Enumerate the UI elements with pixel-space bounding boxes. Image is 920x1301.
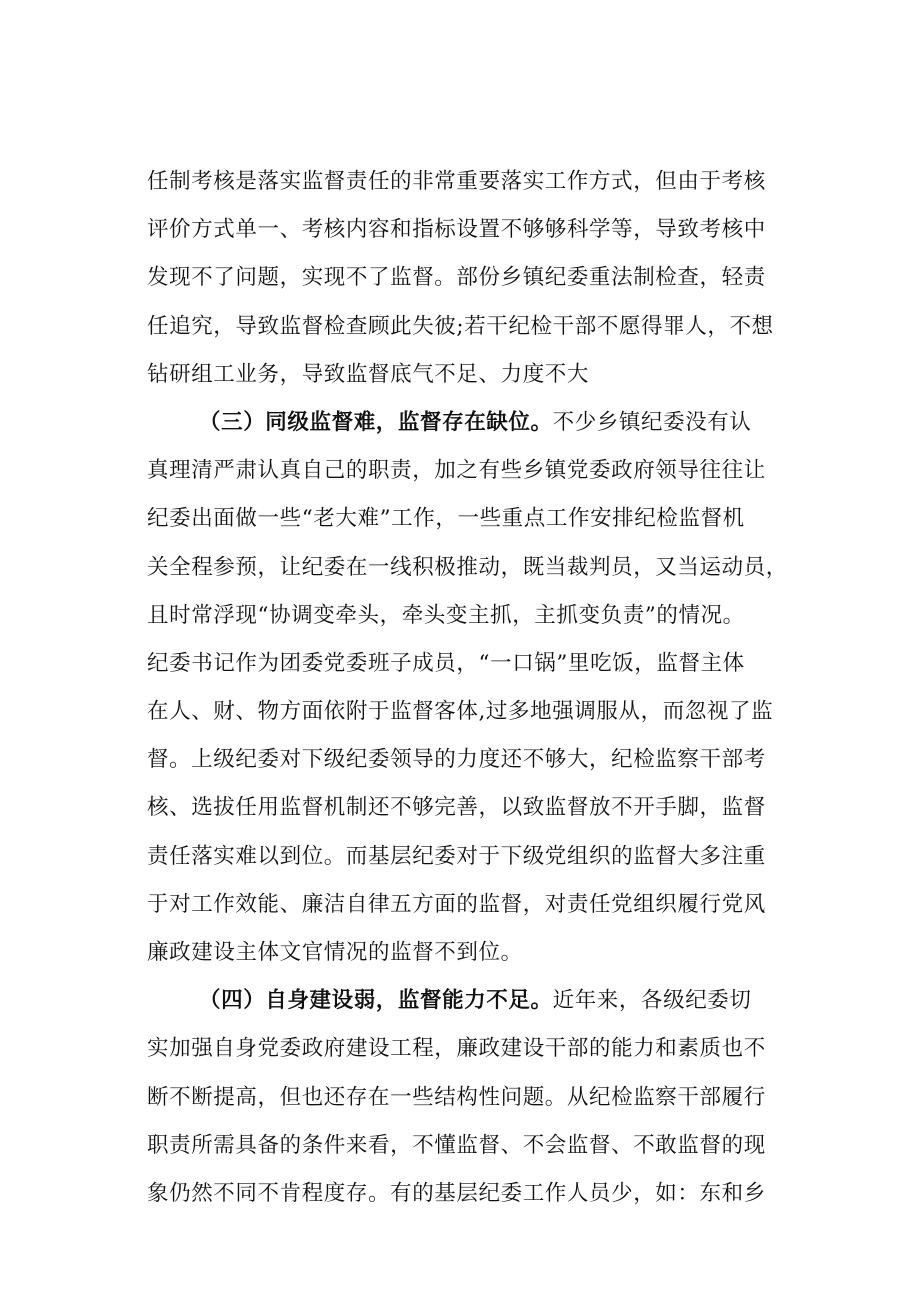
paragraph-section-4 xyxy=(147,977,827,1218)
text-line: 纪委出面做一些“老大难”工作，一些重点工作安排纪检监督机 xyxy=(147,506,745,532)
text-line: 断不断提高，但也还存在一些结构性问题。从纪检监察干部履行 xyxy=(147,1084,766,1110)
text-line: 核、选拔任用监督机制还不够完善，以致监督放不开手脚，监督 xyxy=(147,795,766,821)
text-line: 纪委书记作为团委党委班子成员，“一口锅”里吃饭，监督主体 xyxy=(147,650,745,676)
text-run: 不少乡镇纪委没有认 xyxy=(552,409,752,435)
text-line: 发现不了问题，实现不了监督。部份乡镇纪委重法制检查，轻责 xyxy=(147,265,766,291)
text-line: 职责所需具备的条件来看，不懂监督、不会监督、不敢监督的现 xyxy=(147,1132,766,1158)
text-line: 任追究，导致监督检查顾此失彼;若干纪检干部不愿得罪人，不想 xyxy=(147,313,774,339)
text-line: 任制考核是落实监督责任的非常重要落实工作方式，但由于考核 xyxy=(147,169,766,194)
text-line: 责任落实难以到位。而基层纪委对于下级党组织的监督大多注重 xyxy=(147,843,766,869)
text-line: 关全程参预，让纪委在一线积极推动，既当裁判员，又当运动员， xyxy=(147,554,788,580)
text-line: 督。上级纪委对下级纪委领导的力度还不够大，纪检监察干部考 xyxy=(147,747,766,773)
text-line: 在人、财、物方面依附于监督客体,过多地强调服从，而忽视了监 xyxy=(147,699,774,725)
paragraph-first-line xyxy=(147,977,827,1025)
text-run: 近年来，各级纪委切 xyxy=(552,988,752,1014)
text-line: 评价方式单一、考核内容和指标设置不够够科学等，导致考核中 xyxy=(147,217,766,243)
section-heading-3: （三）同级监督难，监督存在缺位。 xyxy=(199,409,553,435)
body-text xyxy=(147,158,827,1218)
text-line: 象仍然不同不肯程度存。有的基层纪委工作人员少，如：东和乡 xyxy=(147,1180,766,1206)
text-line: 真理清严肃认真自己的职责，加之有些乡镇党委政府领导往往让 xyxy=(147,458,766,484)
text-line: 廉政建设主体文官情况的监督不到位。 xyxy=(147,940,523,965)
text-line: 钻研组工业务，导致监督底气不足、力度不大 xyxy=(147,361,590,387)
text-line: 且时常浮现“协调变牵头，牵头变主抓，主抓变负责”的情况。 xyxy=(147,602,745,628)
text-line: 实加强自身党委政府建设工程，廉政建设干部的能力和素质也不 xyxy=(147,1036,766,1062)
paragraph-continuation xyxy=(147,158,827,399)
section-heading-4: （四）自身建设弱，监督能力不足。 xyxy=(199,988,553,1014)
text-line: 于对工作效能、廉洁自律五方面的监督，对责任党组织履行党风 xyxy=(147,891,766,917)
paragraph-first-line xyxy=(147,399,827,447)
paragraph-section-3 xyxy=(147,399,827,977)
